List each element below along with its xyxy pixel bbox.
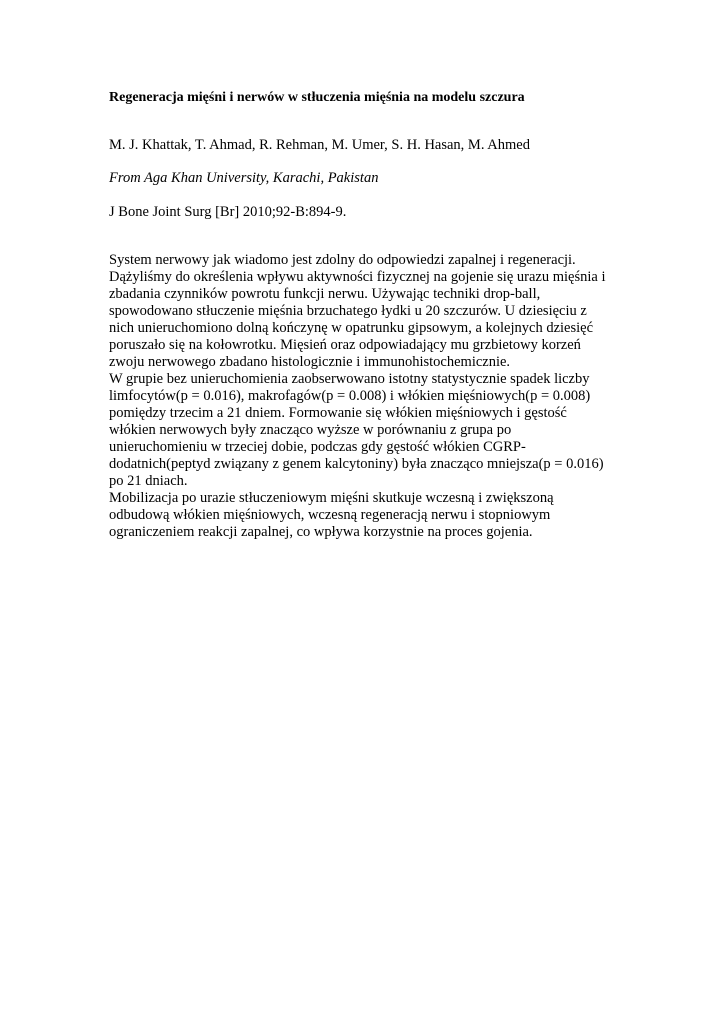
affiliation: From Aga Khan University, Karachi, Pakistan [109, 170, 379, 186]
abstract-line: Dążyliśmy do określenia wpływu aktywności fizycznej na gojenie się urazu mięśnia i [109, 269, 606, 285]
abstract-line: zbadania czynników powrotu funkcji nerwu. Używając techniki drop-ball, [109, 286, 541, 302]
document-title: Regeneracja mięśni i nerwów w stłuczenia mięśnia na modelu szczura [109, 90, 525, 105]
abstract-line: pomiędzy trzecim a 21 dniem. Formowanie się włókien mięśniowych i gęstość [109, 405, 567, 421]
abstract-line: zwoju nerwowego zbadano histologicznie i immunohistochemicznie. [109, 354, 511, 370]
abstract-line: włókien nerwowych były znacząco wyższe w porównaniu z grupa po [109, 422, 512, 438]
abstract-line: W grupie bez unieruchomienia zaobserwowano istotny statystycznie spadek liczby [109, 371, 590, 387]
abstract-line: ograniczeniem reakcji zapalnej, co wpływa korzystnie na proces gojenia. [109, 524, 533, 540]
abstract-line: po 21 dniach. [109, 473, 188, 489]
abstract-line: unieruchomieniu w trzeciej dobie, podczas gdy gęstość włókien CGRP- [109, 439, 526, 455]
abstract-line: poruszało się na kołowrotku. Mięsień oraz odpowiadający mu grzbietowy korzeń [109, 337, 581, 353]
abstract-line: limfocytów(p = 0.016), makrofagów(p = 0.008) i włókien mięśniowych(p = 0.008) [109, 388, 591, 404]
journal-citation: J Bone Joint Surg [Br] 2010;92-B:894-9. [109, 204, 347, 220]
abstract-line: Mobilizacja po urazie stłuczeniowym mięśni skutkuje wczesną i zwiększoną [109, 490, 554, 506]
author-list: M. J. Khattak, T. Ahmad, R. Rehman, M. Umer, S. H. Hasan, M. Ahmed [109, 137, 530, 153]
abstract-line: System nerwowy jak wiadomo jest zdolny do odpowiedzi zapalnej i regeneracji. [109, 252, 576, 268]
abstract-line: spowodowano stłuczenie mięśnia brzuchatego łydki u 20 szczurów. U dziesięciu z [109, 303, 587, 319]
abstract-body [109, 252, 709, 541]
abstract-line: odbudową włókien mięśniowych, wczesną regeneracją nerwu i stopniowym [109, 507, 551, 523]
abstract-line: dodatnich(peptyd związany z genem kalcytoniny) była znacząco mniejsza(p = 0.016) [109, 456, 604, 472]
abstract-line: nich unieruchomiono dolną kończynę w opatrunku gipsowym, a kolejnych dziesięć [109, 320, 594, 336]
